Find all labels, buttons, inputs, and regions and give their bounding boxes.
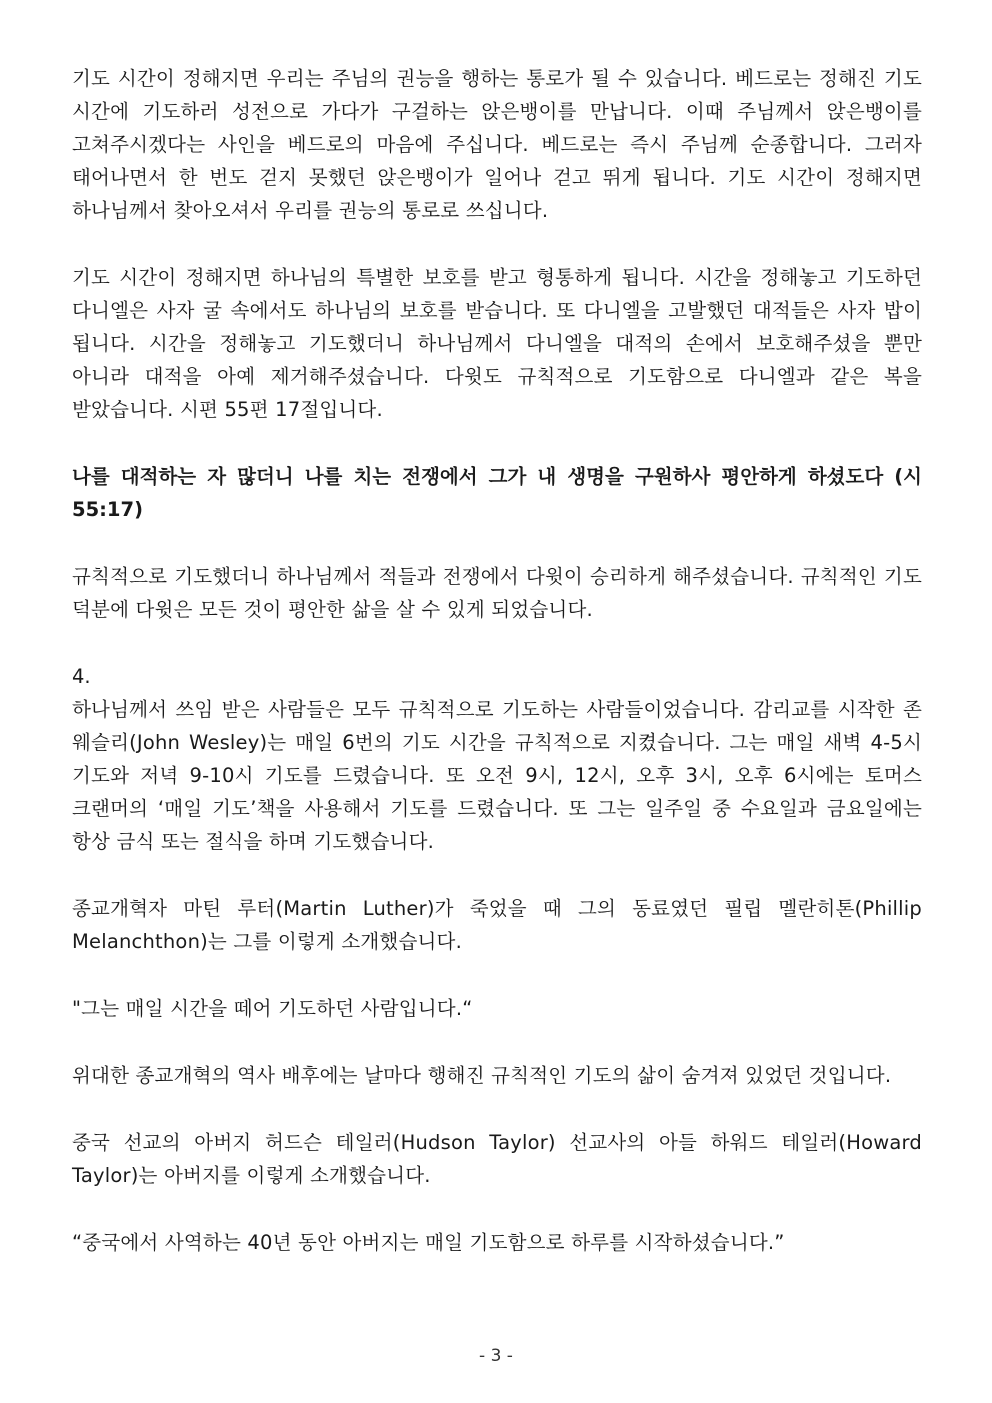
scripture-quote-psalm-55-17: 나를 대적하는 자 많더니 나를 치는 전쟁에서 그가 내 생명을 구원하사 평안하게 하셨도다 (시 55:17) (72, 465, 922, 521)
paragraph-john-wesley: 하나님께서 쓰임 받은 사람들은 모두 규칙적으로 기도하는 사람들이었습니다. 감리교를 시작한 존 웨슬리(John Wesley)는 매일 6번의 기도 시간을 규칙적으로 지켰습니다. 그는 매일 새벽 4-5시 기도와 저녁 9-10시 기도를 드렸습니다. 또 오전 9시, 12시, 오후 3시, 오후 6시에는 토머스 크랜머의 ‘매일 기도’책을 사용해서 기도를 드렸습니다. 또 그는 일주일 중 수요일과 금요일에는 항상 금식 또는 절식을 하며 기도했습니다. (72, 698, 922, 853)
section-number: 4. (72, 665, 91, 688)
page-number: - 3 - (479, 1346, 513, 1366)
paragraph-david-victory: 규칙적으로 기도했더니 하나님께서 적들과 전쟁에서 다윗이 승리하게 해주셨습니다. 규칙적인 기도 덕분에 다윗은 모든 것이 평안한 삶을 살 수 있게 되었습니다. (72, 565, 922, 621)
paragraph-prayer-channel: 기도 시간이 정해지면 우리는 주님의 권능을 행하는 통로가 될 수 있습니다. 베드로는 정해진 기도 시간에 기도하러 성전으로 가다가 구걸하는 앉은뱅이를 만납니다. 이때 주님께서 앉은뱅이를 고쳐주시겠다는 사인을 베드로의 마음에 주십니다. 베드로는 즉시 주님께 순종합니다. 그러자 태어나면서 한 번도 걷지 못했던 앉은뱅이가 일어나 걷고 뛰게 됩니다. 기도 시간이 정해지면 하나님께서 찾아오셔서 우리를 권능의 통로로 쓰십니다. (72, 67, 922, 222)
document-body (72, 62, 922, 1259)
quote-hudson-taylor: “중국에서 사역하는 40년 동안 아버지는 매일 기도함으로 하루를 시작하셨습니다.” (72, 1231, 785, 1254)
paragraph-martin-luther: 종교개혁자 마틴 루터(Martin Luther)가 죽었을 때 그의 동료였던 필립 멜란히톤(Phillip Melanchthon)는 그를 이렇게 소개했습니다. (72, 897, 922, 953)
paragraph-reformation-history: 위대한 종교개혁의 역사 배후에는 날마다 행해진 규칙적인 기도의 삶이 숨겨져 있었던 것입니다. (72, 1064, 892, 1087)
quote-luther: "그는 매일 시간을 떼어 기도하던 사람입니다.“ (72, 997, 473, 1020)
paragraph-hudson-taylor: 중국 선교의 아버지 허드슨 테일러(Hudson Taylor) 선교사의 아들 하워드 테일러(Howard Taylor)는 아버지를 이렇게 소개했습니다. (72, 1131, 922, 1187)
paragraph-daniel-protection: 기도 시간이 정해지면 하나님의 특별한 보호를 받고 형통하게 됩니다. 시간을 정해놓고 기도하던 다니엘은 사자 굴 속에서도 하나님의 보호를 받습니다. 또 다니엘을 고발했던 대적들은 사자 밥이 됩니다. 시간을 정해놓고 기도했더니 하나님께서 다니엘을 대적의 손에서 보호해주셨을 뿐만 아니라 대적을 아예 제거해주셨습니다. 다윗도 규칙적으로 기도함으로 다니엘과 같은 복을 받았습니다. 시편 55편 17절입니다. (72, 266, 922, 421)
